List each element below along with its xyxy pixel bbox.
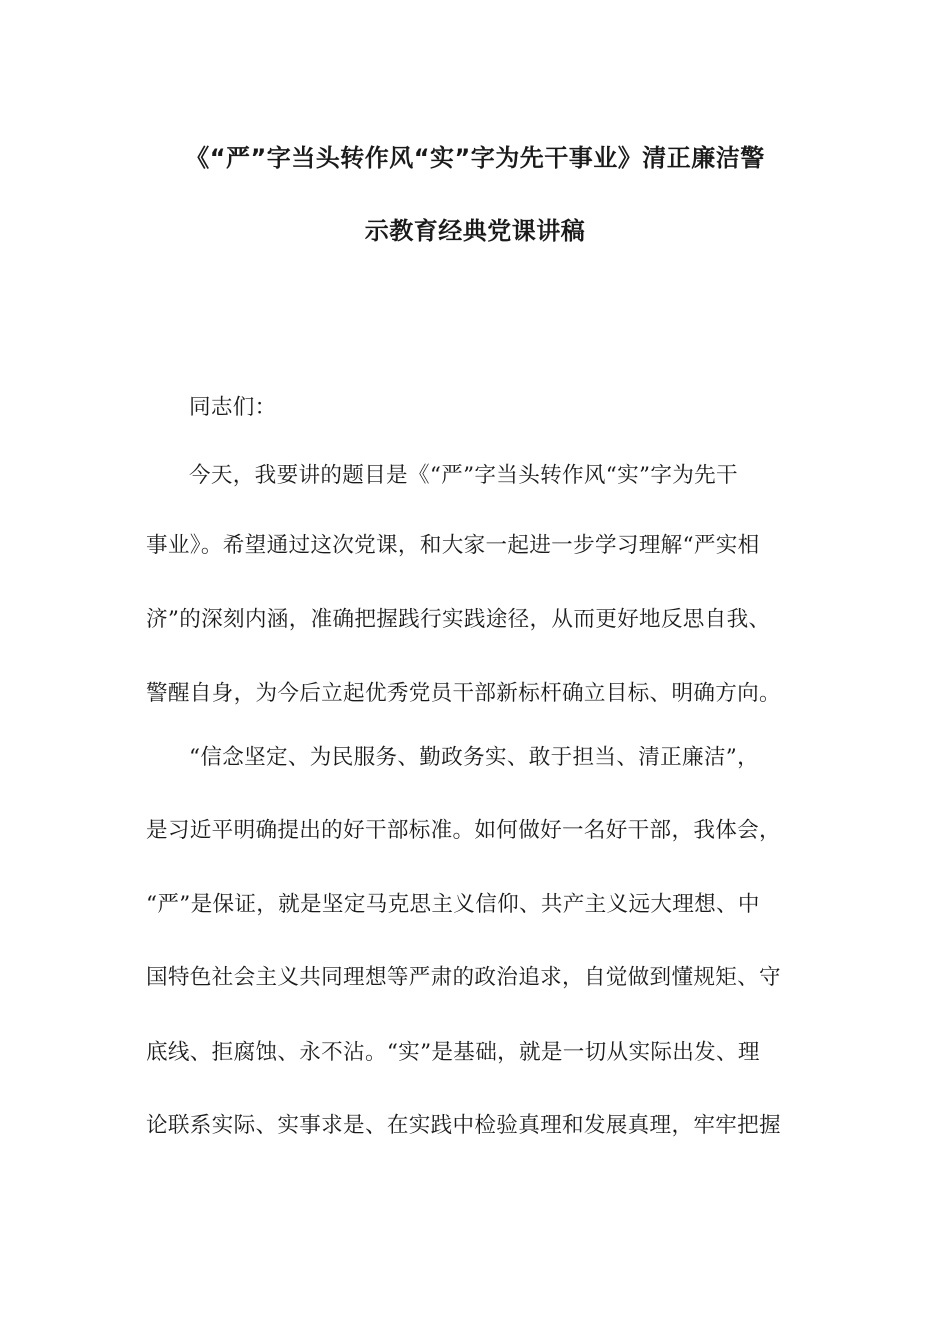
document-title-line-2: 示教育经典党课讲稿 bbox=[364, 217, 586, 245]
document-title-line-1: 《“严”字当头转作风“实”字为先干事业》清正廉洁警 bbox=[185, 144, 765, 172]
paragraph-2-line-6: 论联系实际、实事求是、在实践中检验真理和发展真理，牢牢把握 bbox=[146, 1113, 781, 1138]
paragraph-1-line-1: 今天，我要讲的题目是《“严”字当头转作风“实”字为先干 bbox=[189, 463, 738, 488]
salutation: 同志们： bbox=[189, 395, 277, 420]
paragraph-2-line-3: “严”是保证，就是坚定马克思主义信仰、共产主义远大理想、中 bbox=[146, 892, 760, 917]
paragraph-2-line-4: 国特色社会主义共同理想等严肃的政治追求，自觉做到懂规矩、守 bbox=[146, 965, 781, 990]
paragraph-1-line-3: 济”的深刻内涵，准确把握践行实践途径，从而更好地反思自我、 bbox=[146, 607, 771, 632]
paragraph-2-line-5: 底线、拒腐蚀、永不沾。“实”是基础，就是一切从实际出发、理 bbox=[146, 1040, 760, 1065]
paragraph-2-line-1: “信念坚定、为民服务、勤政务实、敢于担当、清正廉洁”， bbox=[189, 745, 760, 770]
paragraph-1-line-4: 警醒自身，为今后立起优秀党员干部新标杆确立目标、明确方向。 bbox=[146, 681, 781, 706]
paragraph-1-line-2: 事业》。希望通过这次党课，和大家一起进一步学习理解“严实相 bbox=[146, 533, 760, 558]
paragraph-2-line-2: 是习近平明确提出的好干部标准。如何做好一名好干部，我体会， bbox=[146, 818, 781, 843]
